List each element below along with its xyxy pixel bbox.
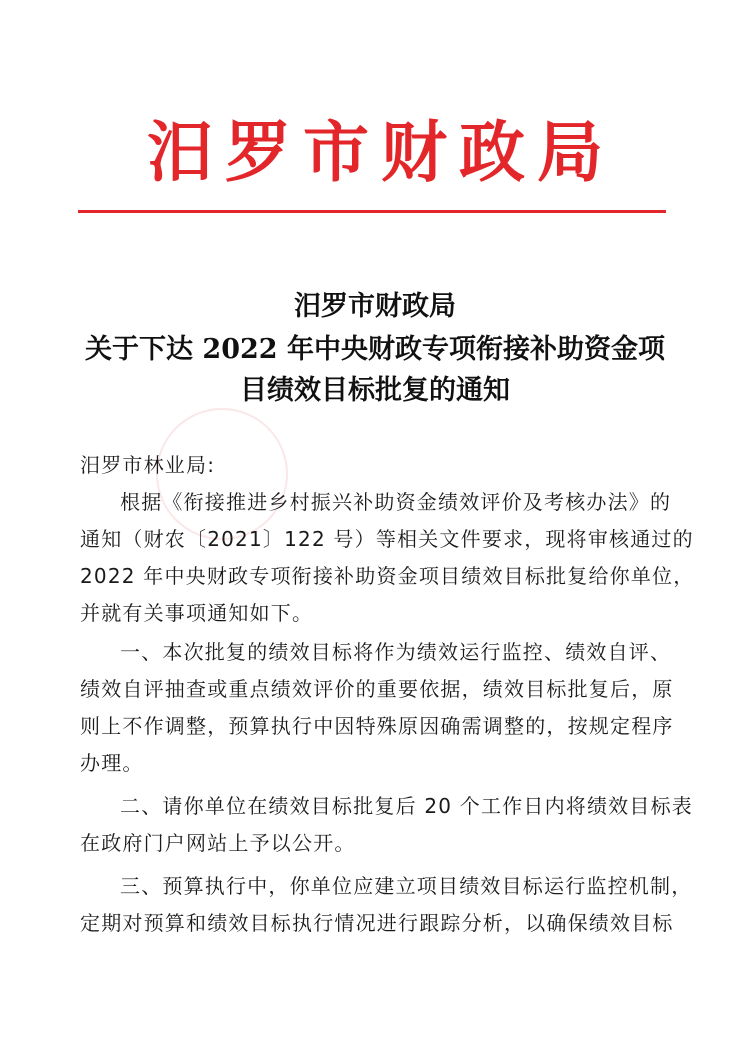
paragraph-item-3: [80, 868, 693, 942]
document-title-line-3: 目绩效目标批复的通知: [240, 375, 510, 406]
paragraph-item-1: [80, 634, 674, 782]
paragraph-line: 三、预算执行中，你单位应建立项目绩效目标运行监控机制，: [120, 874, 693, 898]
letterhead-title: 汨罗市财政局: [147, 113, 615, 191]
document-title-line-1: 汨罗市财政局: [294, 291, 456, 322]
paragraph-line: 办理。: [80, 751, 144, 775]
paragraph-line: 绩效自评抽查或重点绩效评价的重要依据，绩效目标批复后，原: [80, 677, 674, 701]
paragraph-line: 定期对预算和绩效目标执行情况进行跟踪分析，以确保绩效目标: [80, 911, 674, 935]
paragraph-intro: [80, 484, 695, 632]
letterhead-red-rule: [78, 210, 666, 213]
paragraph-line: 2022 年中央财政专项衔接补助资金项目绩效目标批复给你单位，: [80, 564, 695, 588]
paragraph-line: 一、本次批复的绩效目标将作为绩效运行监控、绩效自评、: [120, 640, 672, 664]
paragraph-line: 通知（财农〔2021〕122 号）等相关文件要求，现将审核通过的: [80, 527, 694, 551]
document-title-line-2: 关于下达 2022 年中央财政专项衔接补助资金项: [85, 334, 665, 365]
paragraph-line: 则上不作调整，预算执行中因特殊原因确需调整的，按规定程序: [80, 714, 674, 738]
addressee: 汨罗市林业局:: [80, 453, 216, 477]
paragraph-line: 二、请你单位在绩效目标批复后 20 个工作日内将绩效目标表: [120, 794, 693, 818]
paragraph-item-2: [80, 788, 693, 862]
paragraph-line: 在政府门户网站上予以公开。: [80, 831, 356, 855]
paragraph-line: 根据《衔接推进乡村振兴补助资金绩效评价及考核办法》的: [120, 490, 672, 514]
paragraph-line: 并就有关事项通知如下。: [80, 601, 314, 625]
